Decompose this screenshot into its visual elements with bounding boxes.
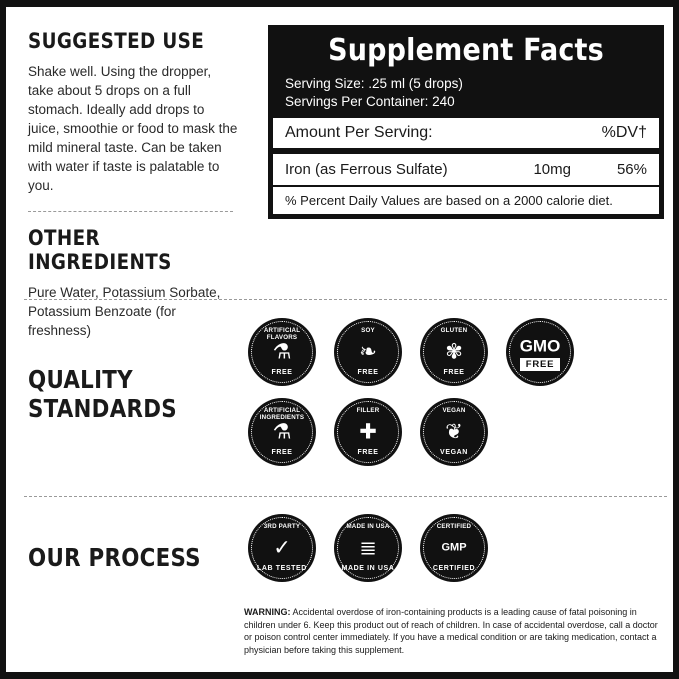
badge-top-label: ARTIFICIAL FLAVORS: [263, 327, 301, 341]
badge-bottom-label: FREE: [357, 369, 379, 376]
wheat-icon: ✾: [445, 340, 463, 364]
amount-per-serving-label: Amount Per Serving:: [285, 124, 433, 141]
badge-gmo-free: [504, 316, 576, 388]
facts-table-header-row: [273, 118, 659, 154]
flask-icon: ⚗: [272, 420, 292, 444]
nutrient-name: Iron (as Ferrous Sulfate): [285, 161, 448, 178]
badge-circle: [334, 318, 402, 386]
checkmark-icon: ✓: [273, 536, 291, 560]
badge-artificial-flavors-free: [246, 316, 318, 388]
top-border-bar: [6, 0, 679, 7]
warning-text: Accidental overdose of iron-containing products is a leading cause of fatal poisoning in children under 6. Keep this product out of reach of children. In case of accidental overdose, call a doctor or poison control center immediately. If you have a medical condition or are taking medication, contact a physician before taking this supplement.: [244, 607, 658, 655]
bottom-border-bar: [6, 672, 679, 679]
syringe-icon: ✚: [359, 420, 377, 444]
badge-gluten-free: [418, 316, 490, 388]
section-divider-1: [24, 299, 667, 300]
usa-flag-icon: ≣: [359, 536, 377, 560]
badge-top-label: 3RD PARTY: [263, 523, 301, 530]
badge-bottom-label: LAB TESTED: [257, 565, 307, 572]
badge-circle: [248, 398, 316, 466]
badge-top-label: FILLER: [356, 407, 380, 414]
badge-soy-free: [332, 316, 404, 388]
table-row: [273, 154, 659, 187]
badge-bottom-label: CERTIFIED: [432, 565, 476, 572]
supplement-facts-panel: [268, 25, 664, 219]
badge-artificial-ingredients-free: [246, 396, 318, 468]
leaf-icon: ❦: [445, 420, 463, 444]
badge-gmp-certified: [418, 512, 490, 584]
serving-size: Serving Size: .25 ml (5 drops): [285, 76, 463, 91]
badge-bottom-label: FREE: [443, 369, 465, 376]
suggested-use-heading: SUGGESTED USE: [28, 29, 205, 53]
flask-icon: ⚗: [272, 340, 292, 364]
quality-standards-label: QUALITY STANDARDS: [28, 365, 177, 423]
badge-top-label: ARTIFICIAL INGREDIENTS: [259, 407, 305, 421]
serving-info: [273, 73, 659, 118]
badge-circle: [248, 514, 316, 582]
badge-vegan: [418, 396, 490, 468]
badge-top-label: CERTIFIED: [436, 523, 472, 530]
nutrient-amount: 10mg: [533, 161, 571, 178]
badge-circle: [506, 318, 574, 386]
badge-bottom-label: FREE: [271, 449, 293, 456]
nutrient-daily-value: 56%: [616, 161, 647, 178]
text-divider: [28, 211, 233, 212]
gmo-text-icon: GMO: [519, 336, 561, 356]
warning-text-block: [244, 606, 668, 656]
badge-circle: [420, 318, 488, 386]
suggested-use-text: Shake well. Using the dropper, take about 5 drops on a full stomach. Ideally add drops to juice, smoothie or food to mask the mild mineral taste. Can be taken with water if taste is palatable to you.: [28, 64, 238, 193]
badge-circle: [334, 514, 402, 582]
left-text-column: [6, 7, 251, 338]
badge-3rd-party-lab-tested: [246, 512, 318, 584]
badge-top-label: MADE IN USA: [346, 523, 390, 530]
daily-value-label: %DV†: [601, 124, 647, 141]
badge-filler-free: [332, 396, 404, 468]
other-ingredients-heading: OTHER INGREDIENTS: [28, 226, 172, 274]
supplement-facts-title: Supplement Facts: [328, 33, 604, 68]
servings-per-container: Servings Per Container: 240: [285, 94, 455, 109]
process-badge-grid: [246, 512, 546, 592]
badge-circle: [420, 398, 488, 466]
badge-free-box: FREE: [520, 358, 560, 371]
our-process-label: OUR PROCESS: [28, 543, 201, 572]
badge-bottom-label: FREE: [357, 449, 379, 456]
badge-circle: [334, 398, 402, 466]
badge-bottom-label: MADE IN USA: [341, 565, 395, 572]
badge-circle: [248, 318, 316, 386]
badge-circle: [420, 514, 488, 582]
quality-badge-grid: [246, 316, 646, 476]
facts-footnote: % Percent Daily Values are based on a 2000 calorie diet.: [285, 193, 613, 208]
section-divider-2: [24, 496, 667, 497]
badge-made-in-usa: [332, 512, 404, 584]
badge-top-label: VEGAN: [442, 407, 466, 414]
warning-label: WARNING:: [244, 607, 291, 617]
badge-bottom-label: FREE: [271, 369, 293, 376]
facts-table: [273, 118, 659, 214]
soy-bean-icon: ❧: [359, 340, 377, 364]
badge-top-label: SOY: [361, 327, 375, 334]
badge-bottom-label: VEGAN: [440, 449, 468, 456]
gmp-seal-icon: GMP: [441, 541, 467, 554]
badge-top-label: GLUTEN: [440, 327, 468, 334]
other-ingredients-text: Pure Water, Potassium Sorbate, Potassium Benzoate (for freshness): [28, 285, 221, 338]
